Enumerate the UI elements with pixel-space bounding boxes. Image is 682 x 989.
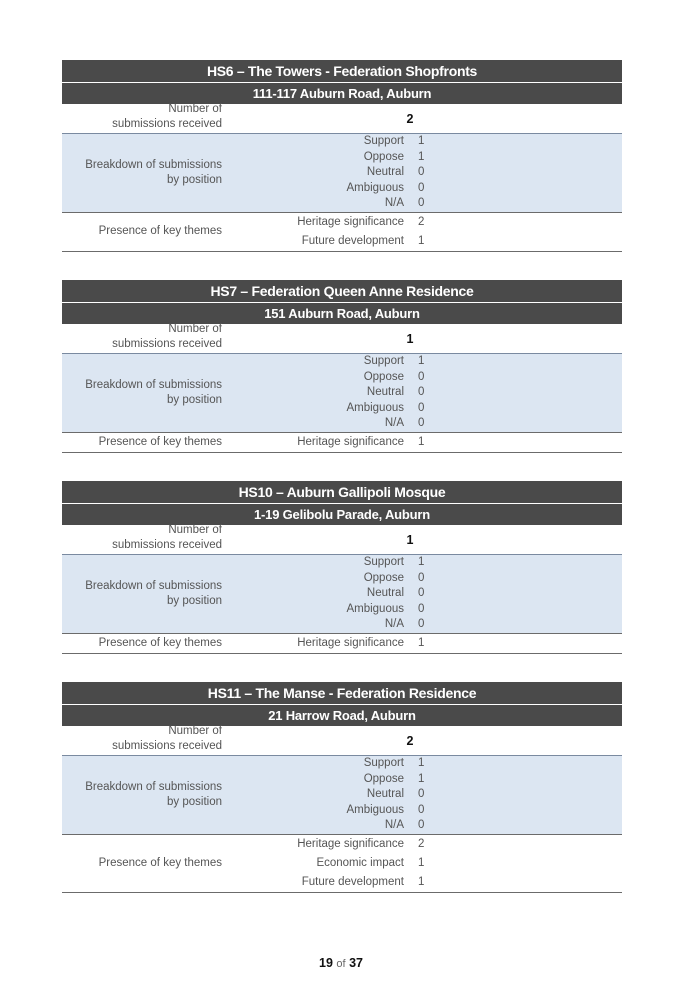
themes-row bbox=[62, 634, 622, 654]
position-value: 0 bbox=[418, 370, 425, 383]
theme-item bbox=[228, 232, 622, 251]
position-value: 0 bbox=[418, 587, 425, 600]
page-number bbox=[0, 956, 682, 970]
position-item bbox=[228, 416, 622, 432]
position-item bbox=[228, 196, 622, 212]
breakdown-label bbox=[62, 354, 228, 432]
theme-value: 1 bbox=[418, 875, 425, 888]
position-name: Support bbox=[363, 355, 404, 367]
submissions-label bbox=[62, 324, 228, 353]
position-name: N/A bbox=[384, 417, 404, 430]
label-line: Breakdown of submissions bbox=[85, 158, 222, 171]
label-line: Number of bbox=[168, 524, 222, 536]
breakdown-label bbox=[62, 555, 228, 633]
position-name: Neutral bbox=[366, 166, 404, 179]
position-item bbox=[228, 134, 622, 150]
position-item bbox=[228, 370, 622, 386]
label-line: Breakdown of submissions bbox=[85, 378, 222, 391]
position-item bbox=[228, 165, 622, 181]
position-item bbox=[228, 150, 622, 166]
position-item bbox=[228, 385, 622, 401]
position-value: 0 bbox=[418, 788, 425, 801]
position-name: Support bbox=[363, 757, 404, 769]
breakdown-label bbox=[62, 756, 228, 834]
position-item bbox=[228, 617, 622, 633]
theme-value: 2 bbox=[418, 215, 425, 228]
position-item bbox=[228, 803, 622, 819]
label-line: by position bbox=[167, 795, 222, 808]
position-list bbox=[228, 354, 622, 432]
position-value: 1 bbox=[418, 150, 425, 163]
heritage-table-hs7 bbox=[62, 280, 622, 453]
submissions-label bbox=[62, 525, 228, 554]
position-name: Oppose bbox=[363, 772, 404, 785]
position-value: 1 bbox=[418, 355, 425, 367]
theme-name: Economic impact bbox=[316, 856, 404, 869]
position-name: Ambiguous bbox=[346, 181, 404, 194]
position-value: 0 bbox=[418, 803, 425, 816]
themes-row bbox=[62, 433, 622, 453]
submissions-row bbox=[62, 324, 622, 354]
submissions-row bbox=[62, 726, 622, 756]
position-item bbox=[228, 772, 622, 788]
theme-item bbox=[228, 433, 622, 452]
position-name: Support bbox=[363, 135, 404, 147]
position-list bbox=[228, 756, 622, 834]
themes-row bbox=[62, 835, 622, 893]
position-name: Ambiguous bbox=[346, 602, 404, 615]
submissions-count: 1 bbox=[406, 331, 414, 346]
breakdown-label bbox=[62, 134, 228, 212]
table-title: HS6 – The Towers - Federation Shopfronts bbox=[62, 60, 622, 83]
position-name: Neutral bbox=[366, 788, 404, 801]
heritage-table-hs6 bbox=[62, 60, 622, 252]
position-name: Oppose bbox=[363, 370, 404, 383]
label-line: submissions received bbox=[112, 118, 222, 130]
label-line: by position bbox=[167, 594, 222, 607]
theme-list bbox=[228, 835, 622, 892]
theme-item bbox=[228, 854, 622, 873]
position-list bbox=[228, 134, 622, 212]
label-line: Number of bbox=[168, 103, 222, 115]
label-line: Breakdown of submissions bbox=[85, 780, 222, 793]
position-name: N/A bbox=[384, 819, 404, 832]
themes-row bbox=[62, 213, 622, 252]
position-name: N/A bbox=[384, 197, 404, 210]
position-item bbox=[228, 571, 622, 587]
theme-value: 1 bbox=[418, 636, 425, 649]
label-line: Breakdown of submissions bbox=[85, 579, 222, 592]
label-line: Number of bbox=[168, 725, 222, 737]
label-line: by position bbox=[167, 393, 222, 406]
heritage-table-hs11 bbox=[62, 682, 622, 893]
position-item bbox=[228, 401, 622, 417]
breakdown-row bbox=[62, 555, 622, 634]
label-line: by position bbox=[167, 173, 222, 186]
position-value: 0 bbox=[418, 618, 425, 631]
theme-item bbox=[228, 835, 622, 854]
position-item bbox=[228, 818, 622, 834]
table-address: 1-19 Gelibolu Parade, Auburn bbox=[62, 504, 622, 525]
position-value: 0 bbox=[418, 417, 425, 430]
table-title: HS7 – Federation Queen Anne Residence bbox=[62, 280, 622, 303]
position-value: 0 bbox=[418, 602, 425, 615]
theme-value: 1 bbox=[418, 856, 425, 869]
total-pages: 37 bbox=[349, 956, 363, 970]
table-address: 151 Auburn Road, Auburn bbox=[62, 303, 622, 324]
submissions-count: 1 bbox=[406, 532, 414, 547]
position-list bbox=[228, 555, 622, 633]
breakdown-row bbox=[62, 756, 622, 835]
theme-item bbox=[228, 213, 622, 232]
position-item bbox=[228, 756, 622, 772]
position-item bbox=[228, 586, 622, 602]
theme-name: Heritage significance bbox=[297, 636, 404, 649]
position-value: 1 bbox=[418, 556, 425, 568]
position-item bbox=[228, 354, 622, 370]
themes-label: Presence of key themes bbox=[98, 225, 222, 238]
label-line: submissions received bbox=[112, 338, 222, 350]
theme-name: Heritage significance bbox=[297, 837, 404, 850]
breakdown-row bbox=[62, 354, 622, 433]
position-value: 1 bbox=[418, 135, 425, 147]
current-page: 19 bbox=[319, 956, 333, 970]
theme-name: Future development bbox=[301, 234, 404, 247]
submissions-row bbox=[62, 525, 622, 555]
themes-label: Presence of key themes bbox=[98, 856, 222, 869]
breakdown-row bbox=[62, 134, 622, 213]
position-value: 0 bbox=[418, 166, 425, 179]
position-item bbox=[228, 602, 622, 618]
theme-list bbox=[228, 634, 622, 653]
submissions-label bbox=[62, 104, 228, 133]
theme-list bbox=[228, 433, 622, 452]
position-item bbox=[228, 181, 622, 197]
position-value: 0 bbox=[418, 386, 425, 399]
label-line: submissions received bbox=[112, 539, 222, 551]
position-value: 0 bbox=[418, 819, 425, 832]
heritage-table-hs10 bbox=[62, 481, 622, 654]
position-name: Neutral bbox=[366, 386, 404, 399]
position-value: 1 bbox=[418, 757, 425, 769]
theme-list bbox=[228, 213, 622, 251]
label-line: submissions received bbox=[112, 740, 222, 752]
position-value: 1 bbox=[418, 772, 425, 785]
table-address: 111-117 Auburn Road, Auburn bbox=[62, 83, 622, 104]
position-value: 0 bbox=[418, 571, 425, 584]
position-name: Ambiguous bbox=[346, 803, 404, 816]
theme-value: 2 bbox=[418, 837, 425, 850]
themes-label: Presence of key themes bbox=[98, 435, 222, 448]
position-name: Oppose bbox=[363, 150, 404, 163]
themes-label: Presence of key themes bbox=[98, 636, 222, 649]
submissions-label bbox=[62, 726, 228, 755]
submissions-count: 2 bbox=[406, 111, 414, 126]
position-name: Support bbox=[363, 556, 404, 568]
position-name: N/A bbox=[384, 618, 404, 631]
position-value: 0 bbox=[418, 401, 425, 414]
position-name: Ambiguous bbox=[346, 401, 404, 414]
position-name: Oppose bbox=[363, 571, 404, 584]
theme-name: Future development bbox=[301, 875, 404, 888]
position-value: 0 bbox=[418, 197, 425, 210]
table-address: 21 Harrow Road, Auburn bbox=[62, 705, 622, 726]
label-line: Number of bbox=[168, 323, 222, 335]
submissions-row bbox=[62, 104, 622, 134]
theme-item bbox=[228, 873, 622, 892]
theme-name: Heritage significance bbox=[297, 215, 404, 228]
theme-value: 1 bbox=[418, 435, 425, 448]
theme-item bbox=[228, 634, 622, 653]
theme-value: 1 bbox=[418, 234, 425, 247]
position-item bbox=[228, 787, 622, 803]
page-of: of bbox=[336, 958, 346, 970]
table-title: HS10 – Auburn Gallipoli Mosque bbox=[62, 481, 622, 504]
submissions-count: 2 bbox=[406, 733, 414, 748]
theme-name: Heritage significance bbox=[297, 435, 404, 448]
position-name: Neutral bbox=[366, 587, 404, 600]
position-value: 0 bbox=[418, 181, 425, 194]
table-title: HS11 – The Manse - Federation Residence bbox=[62, 682, 622, 705]
position-item bbox=[228, 555, 622, 571]
